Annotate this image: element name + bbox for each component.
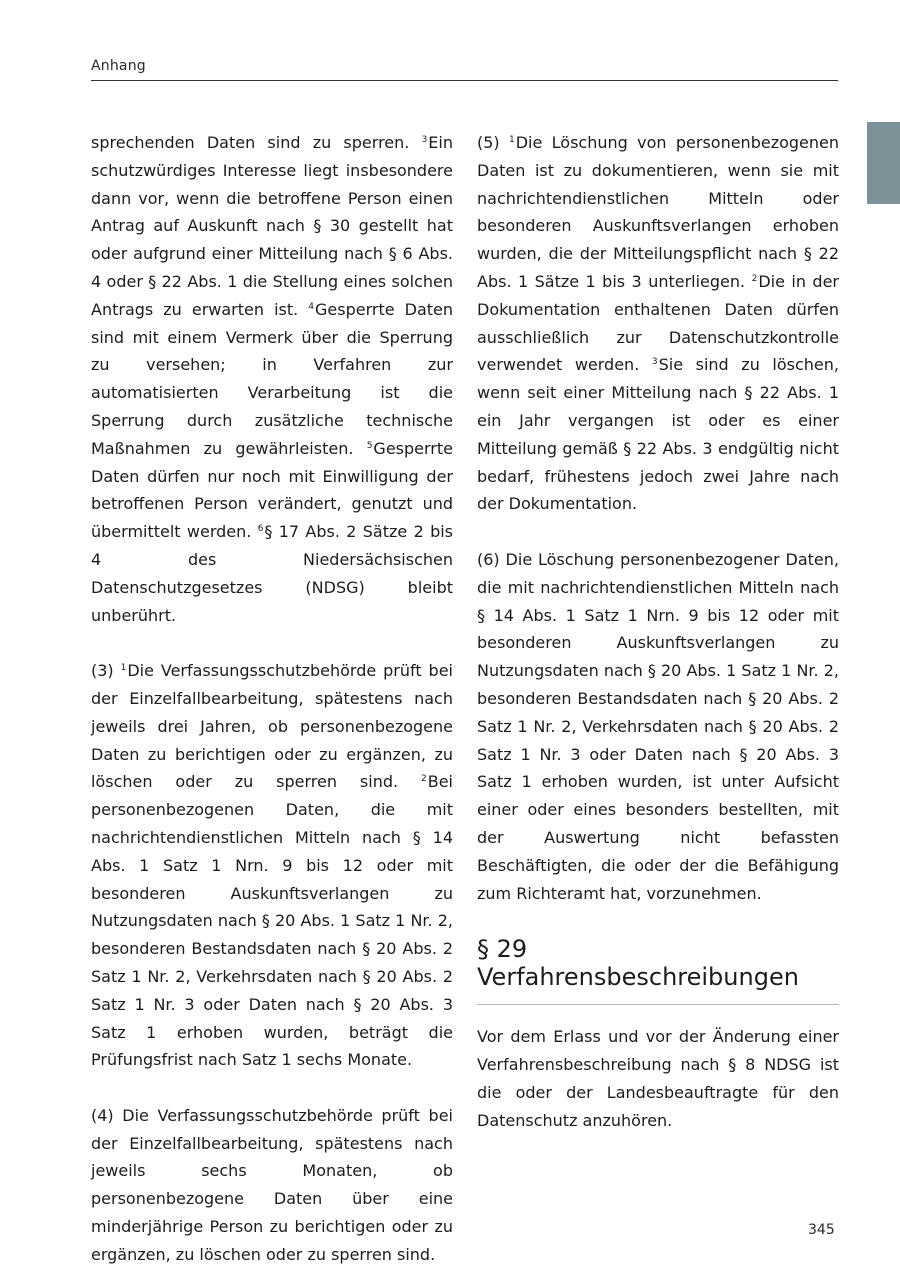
paragraph-section-29: Vor dem Erlass und vor der Änderung einer Verfahrensbeschreibung nach § 8 NDSG ist die oder der Landesbeauftragte für den Datenschutz anzuhören. (477, 1027, 839, 1130)
left-column (91, 129, 453, 1269)
page-number: 345 (808, 1222, 835, 1238)
section-number: § 29 (477, 935, 528, 964)
header-rule (91, 80, 838, 81)
section-heading (477, 935, 839, 991)
paragraph-6: (6) Die Löschung personenbezogener Daten, die mit nachrichtendienstlichen Mitteln nach § 14 Abs. 1 Satz 1 Nrn. 9 bis 12 oder mit besonderen Auskunftsverlangen zu Nutzungsdaten nach § 20 Abs. 1 Satz 1 Nr. 2, besonderen Bestandsdaten nach § 20 Abs. 2 Satz 1 Nr. 2, Verkehrsdaten nach § 20 Abs. 2 Satz 1 Nr. 3 oder Daten nach § 20 Abs. 3 Satz 1 erhoben wurden, ist unter Aufsicht einer oder eines besonders bestellten, mit der Auswertung nicht befassten Beschäftigten, die oder der die Befähigung zum Richteramt hat, vorzunehmen. (477, 549, 839, 903)
section-rule (477, 1004, 839, 1005)
paragraph-continuation: sprechenden Daten sind zu sperren. $^3$Ein schutzwürdiges Interesse liegt insbesondere dann vor, wenn die betroffene Person einen Antrag auf Auskunft nach § 30 gestellt hat oder aufgrund einer Mitteilung nach § 6 Abs. 4 oder § 22 Abs. 1 die Stellung eines solchen Antrags zu erwarten ist. $^4$Gesperrte Daten sind mit einem Vermerk über die Sperrung zu versehen; in Verfahren zur automatisierten Verarbeitung ist die Sperrung durch zusätzliche technische Maßnahmen zu gewährleisten. $^5$Gesperrte Daten dürfen nur noch mit Einwilligung der betroffenen Person verändert, genutzt und übermittelt werden. $^6$§ 17 Abs. 2 Sätze 2 bis 4 des Niedersächsischen Datenschutzgesetzes (NDSG) bleibt unberührt. (91, 133, 454, 625)
running-header: Anhang (91, 58, 146, 74)
paragraph-4: (4) Die Verfassungsschutzbehörde prüft bei der Einzelfallbearbeitung, spätestens nach jeweils sechs Monaten, ob personenbezogene Daten über eine minderjährige Person zu berichtigen oder zu ergänzen, zu löschen oder zu sperren sind. (91, 1105, 453, 1264)
section-title: Verfahrensbeschreibungen (477, 963, 799, 992)
thumb-index-tab (867, 122, 900, 204)
paragraph-5: (5) $^1$Die Löschung von personenbezogenen Daten ist zu dokumentieren, wenn sie mit nachrichtendienstlichen Mitteln oder besonderen Auskunftsverlangen erhoben wurden, die der Mitteilungspflicht nach § 22 Abs. 1 Sätze 1 bis 3 unterliegen. $^2$Die in der Dokumentation enthaltenen Daten dürfen ausschließlich zur Datenschutzkontrolle verwendet werden. $^3$Sie sind zu löschen, wenn seit einer Mitteilung nach § 22 Abs. 1 ein Jahr vergangen ist oder es einer Mitteilung gemäß § 22 Abs. 3 endgültig nicht bedarf, frühestens jedoch zwei Jahre nach der Dokumentation. (477, 133, 840, 514)
paragraph-3: (3) $^1$Die Verfassungsschutzbehörde prüft bei der Einzelfallbearbeitung, spätestens nach jeweils drei Jahren, ob personenbezogene Daten zu berichtigen oder zu ergänzen, zu löschen oder zu sperren sind. $^2$Bei personenbezogenen Daten, die mit nachrichtendienstlichen Mitteln nach § 14 Abs. 1 Satz 1 Nrn. 9 bis 12 oder mit besonderen Auskunftsverlangen zu Nutzungsdaten nach § 20 Abs. 1 Satz 1 Nr. 2, besonderen Bestandsdaten nach § 20 Abs. 2 Satz 1 Nr. 2, Verkehrsdaten nach § 20 Abs. 2 Satz 1 Nr. 3 oder Daten nach § 20 Abs. 3 Satz 1 erhoben wurden, beträgt die Prüfungsfrist nach Satz 1 sechs Monate. (91, 661, 453, 1070)
right-column (477, 129, 839, 1134)
